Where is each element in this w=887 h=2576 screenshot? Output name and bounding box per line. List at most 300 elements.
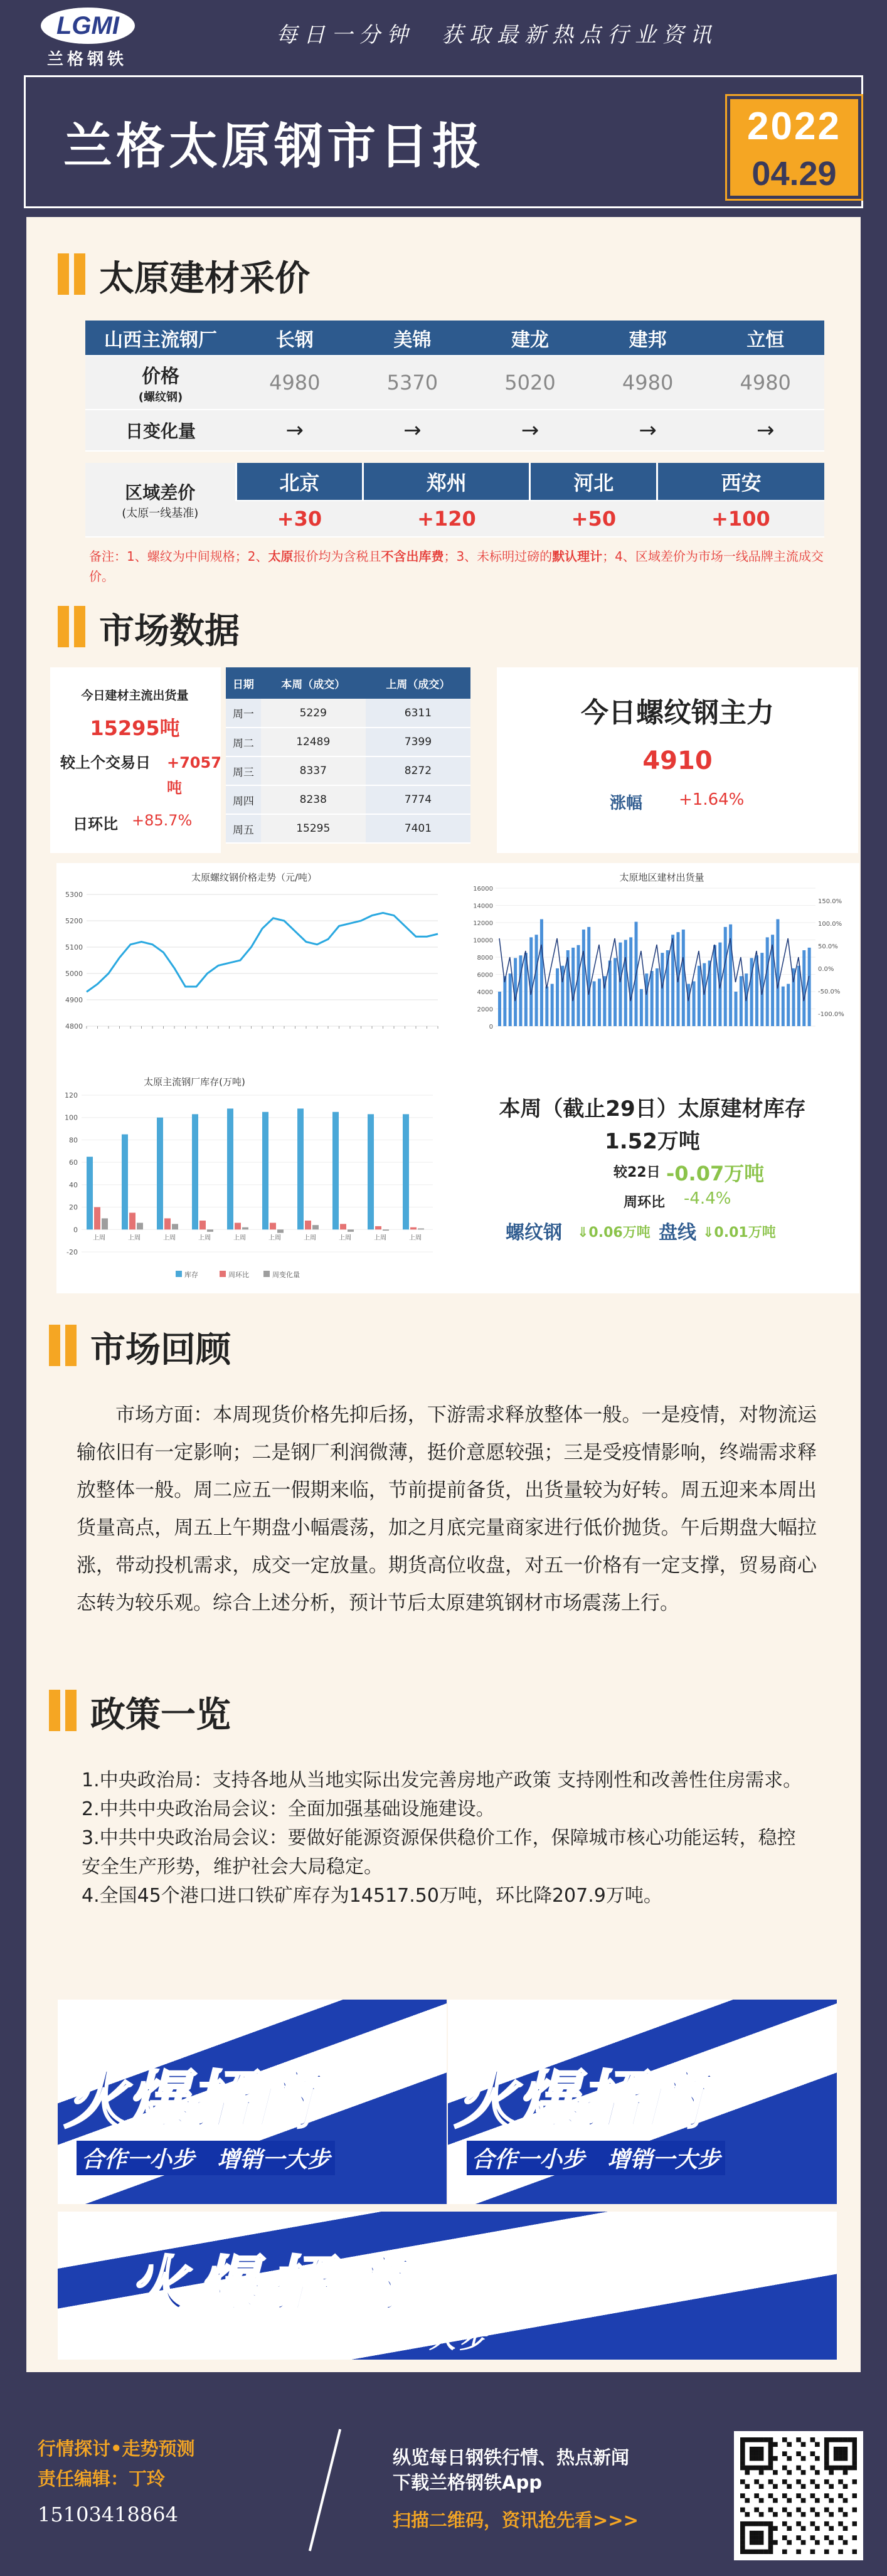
wow-value: -4.4% <box>684 1189 731 1208</box>
qr-module <box>847 2437 852 2442</box>
qr-module <box>838 2550 843 2554</box>
date-year: 2022 <box>747 105 841 148</box>
chart-title: 太原螺纹钢价格走势（元/吨） <box>191 872 317 883</box>
qr-module <box>740 2442 745 2447</box>
tick-label-right: 100.0% <box>818 921 842 928</box>
qr-module <box>796 2550 801 2554</box>
price-cell: 5020 <box>471 356 589 410</box>
bar <box>312 1225 319 1229</box>
category-label: 上周 <box>409 1234 422 1242</box>
qr-module <box>843 2437 848 2442</box>
table-cell: 周二 <box>226 728 261 756</box>
row-label: 日变化量 <box>85 410 236 451</box>
qr-module <box>754 2521 759 2526</box>
section-title: 太原建材采价 <box>99 258 310 299</box>
qr-module <box>768 2531 773 2536</box>
qr-module <box>852 2437 857 2442</box>
qr-module <box>801 2526 806 2531</box>
tick-label: 5100 <box>65 943 83 951</box>
wire-value: ⇓0.01万吨 <box>703 1225 776 1241</box>
change-cell: → <box>236 410 354 451</box>
row-label-sub: (螺纹钢) <box>138 391 183 404</box>
tick-label: 14000 <box>473 903 493 910</box>
qr-module <box>829 2470 834 2475</box>
content-panel <box>26 217 861 2372</box>
bar <box>587 927 590 1026</box>
qr-module <box>740 2456 745 2461</box>
qr-module <box>787 2526 792 2531</box>
qr-module <box>838 2437 843 2442</box>
bar <box>540 920 543 1027</box>
dod-label: 日环比 <box>73 815 118 833</box>
bar <box>192 1114 198 1229</box>
banner-sub: 合作一小步 增销一大步 <box>158 2323 490 2354</box>
main-title: 今日螺纹钢主力 <box>581 697 774 729</box>
table-row <box>85 463 824 501</box>
qr-module <box>829 2540 834 2545</box>
slogan: 每日一分钟 获取最新热点行业资讯 <box>276 23 718 48</box>
bar <box>608 961 612 1027</box>
qr-module <box>838 2535 843 2540</box>
section-heading-review <box>49 1320 425 1370</box>
region-diff: +50 <box>530 501 657 537</box>
qr-module <box>745 2498 750 2503</box>
inventory-value: 1.52万吨 <box>605 1129 700 1154</box>
table-header: 山西主流钢厂 <box>85 321 236 356</box>
qr-module <box>754 2466 759 2471</box>
heading-bar <box>74 253 85 295</box>
qr-module <box>829 2498 834 2503</box>
review-text: 市场方面：本周现货价格先抑后扬，下游需求释放整体一般。一是疫情，对物流运输依旧有一定影响；二是钢厂利润微薄，挺价意愿较强；三是受疫情影响，终端需求释放整体一般。周二应五一假期来临，节前提前备货，出货量较为好转。周五迎来本周出货量高点，周五上午期盘小幅震荡，加之月底完量商家进行低价抛货。午后期盘大幅拉涨，带动投机需求，成交一定放量。期货高位收盘，对五一价格有一定支撑，贸易商心态转为较乐观。综合上述分析，预计节后太原建筑钢材市场震荡上行。 <box>77 1404 817 1614</box>
bar <box>687 984 690 1026</box>
ship-value: 15295吨 <box>90 716 180 740</box>
qr-module <box>843 2540 848 2545</box>
banner-headline: 火爆招商 <box>454 2064 705 2137</box>
qr-module <box>843 2447 848 2452</box>
bar <box>157 1118 163 1230</box>
qr-module <box>782 2508 787 2513</box>
qr-module <box>815 2484 820 2489</box>
tick-label: 4800 <box>65 1022 83 1031</box>
qr-module <box>815 2526 820 2531</box>
table-row <box>226 814 470 843</box>
bar <box>340 1224 346 1229</box>
bar <box>693 982 696 1027</box>
qr-module <box>773 2526 778 2531</box>
tick-label: 12000 <box>473 920 493 927</box>
bar <box>571 948 575 1026</box>
tick-label: 5300 <box>65 891 83 899</box>
bar <box>368 1114 374 1229</box>
footer-divider <box>309 2429 341 2551</box>
ship-title: 今日建材主流出货量 <box>81 689 189 702</box>
region-name: 河北 <box>530 463 657 501</box>
qr-module <box>782 2550 787 2554</box>
qr-module <box>768 2493 773 2498</box>
qr-module <box>838 2456 843 2461</box>
tick-label: 8000 <box>477 955 493 962</box>
date-box <box>727 96 861 199</box>
qr-module <box>740 2545 745 2550</box>
qr-module <box>768 2545 773 2550</box>
tick-label: 20 <box>69 1203 78 1212</box>
rebar-value: ⇓0.06万吨 <box>577 1225 651 1241</box>
policy-item: 2.中共中央政治局会议：全面加强基础设施建设。 <box>82 1798 495 1820</box>
qr-module <box>796 2521 801 2526</box>
bar <box>94 1207 100 1230</box>
bar <box>556 968 559 1026</box>
qr-module <box>740 2479 745 2484</box>
bar <box>305 1221 311 1229</box>
qr-module <box>740 2447 745 2452</box>
footer-editor: 责任编辑：丁玲 <box>38 2468 166 2489</box>
shipment-summary <box>50 667 221 853</box>
qr-module <box>750 2437 755 2442</box>
qr-module <box>740 2461 745 2466</box>
qr-module <box>815 2512 820 2517</box>
qr-module <box>768 2437 773 2442</box>
bar <box>164 1218 171 1229</box>
qr-module <box>773 2512 778 2517</box>
qr-module <box>796 2535 801 2540</box>
qr-module <box>745 2521 750 2526</box>
qr-module <box>768 2456 773 2461</box>
row-label <box>85 356 236 410</box>
table-cell: 7774 <box>366 785 470 814</box>
tick-label: 10000 <box>473 937 493 945</box>
qr-module <box>782 2521 787 2526</box>
qr-module <box>852 2461 857 2466</box>
banner-headline: 火爆招商 <box>64 2064 315 2137</box>
heading-bar <box>74 606 85 647</box>
bar <box>724 927 727 1026</box>
tick-label: 0 <box>489 1024 493 1031</box>
bar <box>503 976 506 1026</box>
note-text: 报价均为含税且 <box>293 549 381 564</box>
qr-module <box>815 2498 820 2503</box>
qr-module <box>750 2466 755 2471</box>
qr-module <box>763 2466 768 2471</box>
table-header: 立恒 <box>706 321 824 356</box>
wire-label: 盘线 <box>659 1222 696 1244</box>
vs-label: 较上个交易日 <box>60 754 151 771</box>
qr-module <box>754 2531 759 2536</box>
bar <box>740 976 743 1026</box>
table-header: 建龙 <box>471 321 589 356</box>
qr-module <box>759 2498 764 2503</box>
bar <box>129 1213 135 1230</box>
qr-module <box>843 2512 848 2517</box>
qr-module <box>754 2508 759 2513</box>
qr-module <box>773 2540 778 2545</box>
qr-module <box>768 2466 773 2471</box>
charts-panel <box>56 863 859 1293</box>
footer-phone[interactable]: 15103418864 <box>38 2503 178 2526</box>
bar <box>297 1108 304 1229</box>
region-diff: +30 <box>236 501 363 537</box>
qr-module <box>740 2466 745 2471</box>
bar <box>545 987 548 1026</box>
tick-label: 60 <box>69 1158 78 1167</box>
change-cell: → <box>471 410 589 451</box>
shipment-chart <box>464 863 859 1070</box>
weekly-shipment-table <box>226 667 470 844</box>
category-label: 上周 <box>339 1234 351 1242</box>
recruit-banner[interactable] <box>448 2000 837 2204</box>
qr-module <box>829 2437 834 2442</box>
bar <box>498 992 501 1026</box>
row-label-sub: (太原一线基准) <box>122 506 199 520</box>
footer <box>0 2383 887 2576</box>
table-cell: 周四 <box>226 785 261 814</box>
table-cell: 周五 <box>226 814 261 843</box>
inventory-chart <box>56 1070 452 1293</box>
table-cell: 8272 <box>366 756 470 785</box>
wow-label: 周环比 <box>624 1195 666 1211</box>
table-header: 建邦 <box>589 321 707 356</box>
note-text: 不含出库费 <box>381 549 444 564</box>
qr-module <box>759 2540 764 2545</box>
category-label: 上周 <box>374 1234 386 1242</box>
section-heading-market <box>58 601 434 651</box>
table-row <box>226 728 470 756</box>
legend-swatch <box>263 1271 270 1277</box>
qr-module <box>801 2498 806 2503</box>
qr-module <box>740 2521 745 2526</box>
qr-module <box>745 2512 750 2517</box>
table-header: 本周（成交） <box>261 667 366 699</box>
price-trend-chart <box>56 863 452 1070</box>
qr-module <box>834 2466 839 2471</box>
chart-title: 太原地区建材出货量 <box>619 872 704 883</box>
qr-module <box>745 2466 750 2471</box>
table-row <box>226 699 470 728</box>
qr-module <box>852 2479 857 2484</box>
bar <box>207 1229 213 1232</box>
bar <box>656 968 659 1026</box>
qr-module <box>824 2550 829 2554</box>
qr-module <box>768 2550 773 2554</box>
section-heading-prices <box>58 248 434 299</box>
price-table <box>85 321 824 452</box>
bar <box>227 1108 233 1229</box>
qr-module <box>796 2508 801 2513</box>
qr-module <box>829 2512 834 2517</box>
qr-module <box>796 2479 801 2484</box>
bar <box>698 966 701 1026</box>
page-title: 兰格太原钢市日报 <box>63 119 486 175</box>
table-cell: 8337 <box>261 756 366 785</box>
qr-module <box>843 2484 848 2489</box>
qr-module <box>768 2540 773 2545</box>
qr-module <box>847 2466 852 2471</box>
row-label <box>85 463 236 537</box>
bar <box>551 984 554 1026</box>
qr-module <box>740 2540 745 2545</box>
qr-module <box>852 2535 857 2540</box>
table-cell: 周一 <box>226 699 261 728</box>
qr-module <box>824 2521 829 2526</box>
change-cell: → <box>354 410 472 451</box>
bar <box>593 982 596 1027</box>
heading-bar <box>58 606 69 647</box>
qr-module <box>810 2550 815 2554</box>
table-row <box>226 756 470 785</box>
bar <box>270 1223 276 1230</box>
qr-module <box>787 2498 792 2503</box>
qr-module <box>829 2484 834 2489</box>
qr-module <box>759 2535 764 2540</box>
qr-module <box>834 2451 839 2456</box>
date-day: 04.29 <box>752 155 837 193</box>
region-name: 郑州 <box>363 463 530 501</box>
bar <box>661 953 664 1026</box>
tick-label: 120 <box>65 1091 78 1100</box>
policy-item: 3.中共中央政治局会议：要做好能源资源保供稳价工作，保障城市核心功能运转，稳控安全生产形势，维护社会大局稳定。 <box>82 1827 796 1878</box>
row-label-text: 价格 <box>142 366 179 388</box>
category-label: 上周 <box>163 1234 176 1242</box>
qr-module <box>745 2484 750 2489</box>
bar <box>629 937 632 1026</box>
note-text: ；3、未标明过磅的 <box>443 549 553 564</box>
qr-module <box>796 2493 801 2498</box>
bar <box>102 1218 108 1229</box>
main-value: 4910 <box>642 746 713 775</box>
qr-module <box>754 2550 759 2554</box>
qr-module <box>801 2470 806 2475</box>
bar <box>802 950 805 1026</box>
qr-module <box>745 2470 750 2475</box>
qr-module <box>834 2447 839 2452</box>
tick-label: -20 <box>66 1248 78 1256</box>
inventory-summary <box>464 1091 859 1280</box>
qr-module <box>843 2466 848 2471</box>
qr-module <box>768 2447 773 2452</box>
table-row <box>85 410 824 451</box>
qr-module <box>773 2470 778 2475</box>
qr-module <box>782 2437 787 2442</box>
qr-module <box>801 2484 806 2489</box>
note-text: ；4、区域差价为市场一线品牌主流成交价。 <box>89 549 824 584</box>
qr-module <box>834 2456 839 2461</box>
qr-module <box>824 2456 829 2461</box>
qr-module <box>787 2442 792 2447</box>
category-label: 上周 <box>304 1234 316 1242</box>
bar <box>509 973 512 1026</box>
tick-label-right: -100.0% <box>818 1011 844 1018</box>
qr-module <box>754 2540 759 2545</box>
qr-module <box>787 2512 792 2517</box>
footer-tagline: 行情探讨•走势预测 <box>38 2438 195 2459</box>
rebar-main-contract <box>497 667 858 853</box>
qr-module <box>740 2526 745 2531</box>
qr-module <box>759 2451 764 2456</box>
bar <box>613 958 617 1026</box>
qr-module <box>754 2535 759 2540</box>
qr-module <box>754 2456 759 2461</box>
bar <box>645 973 648 1026</box>
qr-module <box>750 2535 755 2540</box>
table-cell: 6311 <box>366 699 470 728</box>
qr-module <box>754 2451 759 2456</box>
bar <box>262 1112 268 1229</box>
qr-module <box>768 2461 773 2466</box>
bar <box>242 1227 248 1230</box>
qr-module <box>759 2512 764 2517</box>
bar <box>410 1227 417 1230</box>
tick-label: 6000 <box>477 972 493 979</box>
region-name: 西安 <box>657 463 824 501</box>
change-cell: → <box>706 410 824 451</box>
heading-bar <box>49 1690 60 1731</box>
bar <box>682 930 685 1026</box>
qr-module <box>824 2437 829 2442</box>
top-bar <box>0 0 887 69</box>
table-cell: 7401 <box>366 814 470 843</box>
bar <box>735 992 738 1026</box>
qr-code[interactable] <box>734 2431 863 2560</box>
logo-mark: LGMI <box>41 8 135 44</box>
bar <box>797 966 800 1026</box>
qr-module <box>759 2484 764 2489</box>
legend-swatch <box>220 1271 226 1277</box>
qr-module <box>754 2437 759 2442</box>
qr-module <box>750 2451 755 2456</box>
bar <box>782 987 785 1026</box>
qr-module <box>768 2535 773 2540</box>
category-label: 上周 <box>128 1234 141 1242</box>
qr-module <box>740 2535 745 2540</box>
tick-label: 80 <box>69 1136 78 1145</box>
qr-module <box>740 2508 745 2513</box>
qr-module <box>750 2540 755 2545</box>
dod-value: +85.7% <box>132 812 193 829</box>
bar <box>624 940 627 1027</box>
qr-module <box>852 2456 857 2461</box>
qr-module <box>852 2447 857 2452</box>
bar <box>383 1229 389 1231</box>
heading-bar <box>49 1325 60 1366</box>
qr-module <box>838 2493 843 2498</box>
tick-label: 4000 <box>477 989 493 996</box>
recruit-banner-wide[interactable] <box>58 2212 837 2360</box>
price-cell: 4980 <box>706 356 824 410</box>
qr-module <box>763 2437 768 2442</box>
qr-module <box>824 2535 829 2540</box>
table-row <box>226 785 470 814</box>
table-header: 长钢 <box>236 321 354 356</box>
qr-module <box>787 2456 792 2461</box>
qr-module <box>852 2550 857 2554</box>
bar <box>577 945 580 1026</box>
policy-item: 1.中央政治局：支持各地从当地实际出发完善房地产政策 支持刚性和改善性住房需求。 <box>82 1769 802 1791</box>
bar <box>199 1221 206 1229</box>
rebar-label: 螺纹钢 <box>506 1222 562 1244</box>
recruit-banner[interactable] <box>58 2000 447 2204</box>
qr-module <box>754 2479 759 2484</box>
qr-module <box>829 2526 834 2531</box>
table-cell: 12489 <box>261 728 366 756</box>
vs-value: +7057吨 <box>167 754 221 797</box>
vs22-label: 较22日 <box>613 1165 661 1180</box>
bar <box>172 1224 178 1229</box>
section-title: 政策一览 <box>90 1695 231 1736</box>
region-diff: +120 <box>363 501 530 537</box>
qr-module <box>750 2550 755 2554</box>
qr-module <box>843 2526 848 2531</box>
qr-module <box>810 2535 815 2540</box>
qr-module <box>801 2456 806 2461</box>
